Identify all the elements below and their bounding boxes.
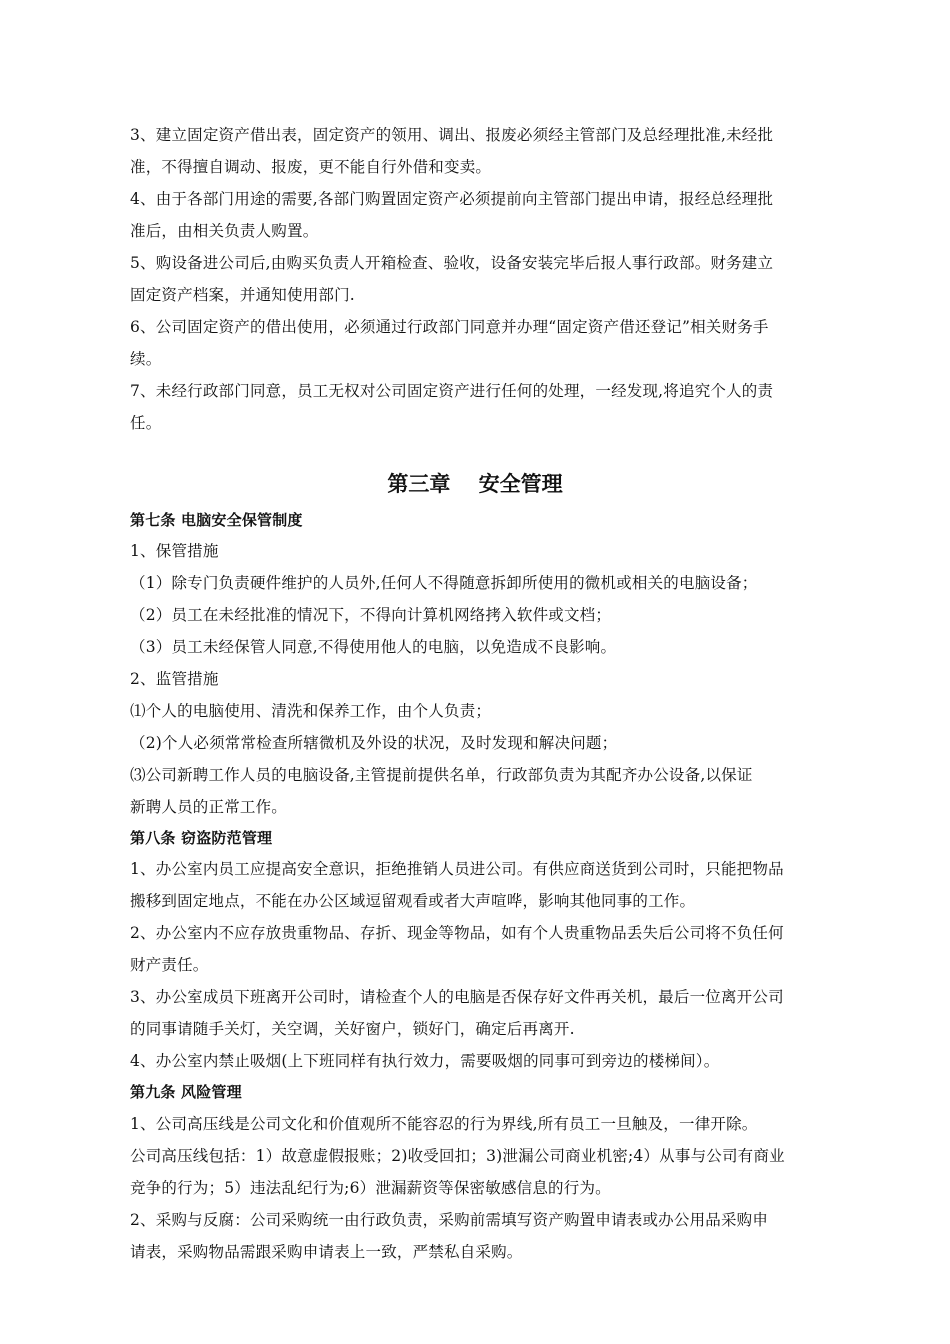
paragraph-line: 的同事请随手关灯，关空调，关好窗户，锁好门，确定后再离开. <box>130 1020 575 1038</box>
paragraph-line: （2）员工在未经批准的情况下，不得向计算机网络拷入软件或文档； <box>130 606 612 624</box>
chapter-title: 第三章 安全管理 <box>387 472 563 496</box>
paragraph-line: 新聘人员的正常工作。 <box>130 798 288 816</box>
paragraph-line: 任。 <box>130 414 162 432</box>
article-heading: 第七条 电脑安全保管制度 <box>130 511 303 529</box>
paragraph-line: 7、未经行政部门同意，员工无权对公司固定资产进行任何的处理，一经发现,将追究个人的责 <box>130 382 774 400</box>
paragraph-line: 续。 <box>130 350 162 368</box>
paragraph-line: 搬移到固定地点，不能在办公区域逗留观看或者大声喧哗，影响其他同事的工作。 <box>130 892 696 910</box>
paragraph-line: ⑶公司新聘工作人员的电脑设备,主管提前提供名单，行政部负责为其配齐办公设备,以保证 <box>130 766 753 784</box>
paragraph-line: 2、监管措施 <box>130 670 219 688</box>
paragraph-line: 1、公司高压线是公司文化和价值观所不能容忍的行为界线,所有员工一旦触及，一律开除。 <box>130 1115 758 1133</box>
paragraph-line: 1、保管措施 <box>130 542 219 560</box>
paragraph-line: 固定资产档案，并通知使用部门. <box>130 286 355 304</box>
paragraph-line: 竞争的行为；5）违法乱纪行为;6）泄漏薪资等保密敏感信息的行为。 <box>130 1179 611 1197</box>
article-heading: 第八条 窃盗防范管理 <box>130 829 273 847</box>
paragraph-line: 3、办公室成员下班离开公司时，请检查个人的电脑是否保存好文件再关机，最后一位离开公司 <box>130 988 784 1006</box>
paragraph-line: ⑴个人的电脑使用、清洗和保养工作，由个人负责； <box>130 702 492 720</box>
paragraph-line: 2、办公室内不应存放贵重物品、存折、现金等物品，如有个人贵重物品丢失后公司将不负任何 <box>130 924 784 942</box>
paragraph-line: （2)个人必须常常检查所辖微机及外设的状况，及时发现和解决问题； <box>130 734 618 752</box>
paragraph-line: 准，不得擅自调动、报废，更不能自行外借和变卖。 <box>130 158 492 176</box>
paragraph-line: 3、建立固定资产借出表，固定资产的领用、调出、报废必须经主管部门及总经理批准,未经批 <box>130 126 774 144</box>
paragraph-line: 2、采购与反腐：公司采购统一由行政负责，采购前需填写资产购置申请表或办公用品采购申 <box>130 1211 769 1229</box>
paragraph-line: （1）除专门负责硬件维护的人员外,任何人不得随意拆卸所使用的微机或相关的电脑设备； <box>130 574 758 592</box>
paragraph-line: 请表，采购物品需跟采购申请表上一致，严禁私自采购。 <box>130 1243 523 1261</box>
paragraph-line: 1、办公室内员工应提高安全意识，拒绝推销人员进公司。有供应商送货到公司时，只能把物品 <box>130 860 784 878</box>
paragraph-line: （3）员工未经保管人同意,不得使用他人的电脑，以免造成不良影响。 <box>130 638 617 656</box>
paragraph-line: 财产责任。 <box>130 956 209 974</box>
paragraph-line: 公司高压线包括：1）故意虚假报账；2)收受回扣；3)泄漏公司商业机密;4）从事与公司有商业 <box>130 1147 785 1165</box>
paragraph-line: 4、由于各部门用途的需要,各部门购置固定资产必须提前向主管部门提出申请，报经总经理批 <box>130 190 774 208</box>
article-heading: 第九条 风险管理 <box>130 1083 242 1101</box>
paragraph-line: 4、办公室内禁止吸烟(上下班同样有执行效力，需要吸烟的同事可到旁边的楼梯间）。 <box>130 1052 720 1070</box>
paragraph-line: 5、购设备进公司后,由购买负责人开箱检查、验收，设备安装完毕后报人事行政部。财务建立 <box>130 254 774 272</box>
paragraph-line: 准后，由相关负责人购置。 <box>130 222 319 240</box>
paragraph-line: 6、公司固定资产的借出使用，必须通过行政部门同意并办理“固定资产借还登记”相关财务手 <box>130 318 769 336</box>
